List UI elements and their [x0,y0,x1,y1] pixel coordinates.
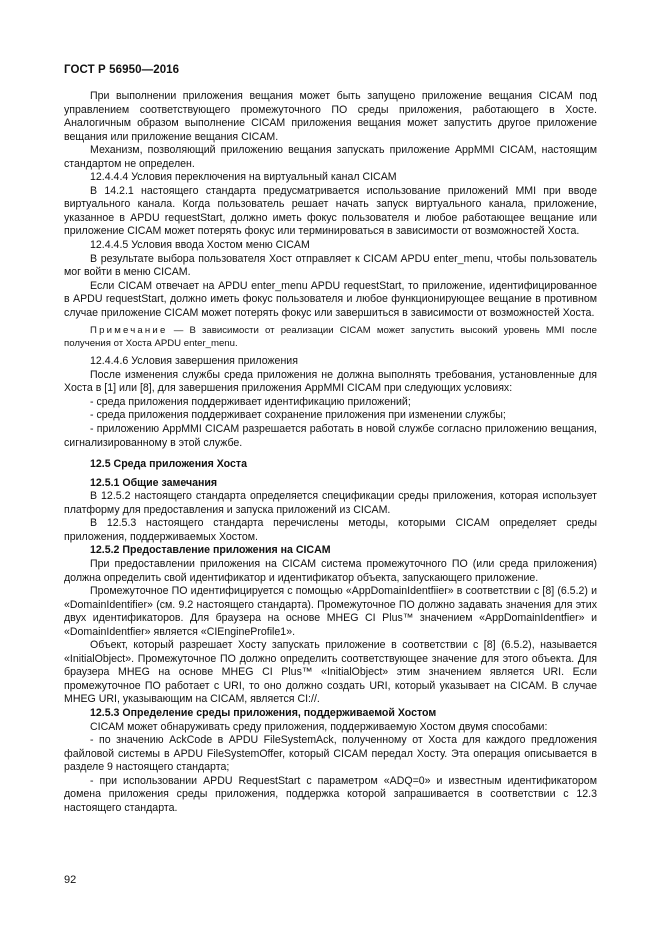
section-heading: 12.4.4.4 Условия переключения на виртуальный канал CICAM [90,171,397,184]
paragraph: В 14.2.1 настоящего стандарта предусматривается использование приложений MMI при вводе виртуального канала. Когда пользователь решает начать запуск виртуального канала, приложение, указанное в APDU requestStart, должно иметь фокус пользователя и любое работающее вещание или приложение CICAM может потерять фокус или терминироваться в зависимости от возможностей Хоста. [64,184,597,238]
paragraph: В 12.5.3 настоящего стандарта перечислены методы, которыми CICAM определяет среды приложения, поддерживаемых Хостом. [64,517,597,543]
document-body [64,90,597,815]
section-heading: 12.4.4.5 Условия ввода Хостом меню CICAM [90,239,310,252]
list-item: - приложению AppMMI CICAM разрешается работать в новой службе согласно приложению вещания, сигнализированному в этой службе. [64,423,597,449]
paragraph: При выполнении приложения вещания может быть запущено приложение вещания CICAM под управлением соответствующего промежуточного ПО среды приложения, работающего в Хосте. Аналогичным образом выполнение CICAM приложения вещания может запустить другое приложение вещания или приложение вещания CICAM. [64,90,597,143]
paragraph: После изменения службы среда приложения не должна выполнять требования, установленные для Хоста в [1] или [8], для завершения приложения AppMMI CICAM при следующих условиях: [64,368,597,395]
list-item: - среда приложения поддерживает сохранение приложения при изменении службы; [90,409,506,422]
section-heading-bold: 12.5 Среда приложения Хоста [90,458,247,471]
list-item: - при использовании APDU RequestStart с параметром «ADQ=0» и известным идентификатором домена приложения среды приложения, поддержка которой запрашивается в соответствии с 12.3 настоящего стандарта. [64,774,597,814]
paragraph: При предоставлении приложения на CICAM система промежуточного ПО (или среда приложения) должна определить свой идентификатор и идентификатор объекта, запускающего приложение. [64,557,597,584]
note [64,325,597,350]
paragraph: CICAM может обнаруживать среду приложения, поддерживаемую Хостом двумя способами: [90,720,548,733]
section-heading-bold: 12.5.2 Предоставление приложения на CICAM [90,544,331,557]
page-number: 92 [64,874,77,886]
paragraph: Если CICAM отвечает на APDU enter_menu APDU requestStart, то приложение, идентифицированное в APDU requestStart, должно иметь фокус пользователя и любое функционирующее вещание в противном случае приложение CICAM может потерять фокус или завершиться в зависимости от возможностей Хоста. [64,279,597,319]
section-heading-bold: 12.5.1 Общие замечания [90,476,218,489]
paragraph: Объект, который разрешает Хосту запускать приложение в соответствии с [8] (6.5.2), называется «InitialObject». Промежуточное ПО должно определить соответствующее значение для этого объекта. Для браузера MHEG на основе MHEG CI Plus™ «InitialObject» этим значением является URI. Если промежуточное ПО работает с URI, то оно должно создать URI, который указывает на CICAM. В случае MHEG URI, указывающим на CICAM, является CI://. [64,639,597,706]
list-item: - среда приложения поддерживает идентификацию приложений; [90,395,411,408]
document-header: ГОСТ Р 56950—2016 [64,64,180,76]
note-label: Примечание [90,325,168,337]
paragraph: В 12.5.2 настоящего стандарта определяется спецификации среды приложения, которая использует платформу для предоставления и запуска приложений из CICAM. [64,490,597,516]
section-heading: 12.4.4.6 Условия завершения приложения [90,355,298,368]
list-item: - по значению AckCode в APDU FileSystemAck, полученному от Хоста для каждого предложения файловой системы в APDU FileSystemOffer, который CICAM передал Хосту. Эта операция описывается в разделе 9 настоящего стандарта; [64,734,597,774]
note-text: — В зависимости от реализации CICAM может запустить высокий уровень MMI после получения от Хоста APDU enter_menu. [64,325,597,349]
paragraph: Промежуточное ПО идентифицируется с помощью «AppDomainIdentfiier» в соответствии с [8] (6.5.2) и «DomainIdentifier» (см. 9.2 настоящего стандарта). Промежуточное ПО должно задавать значения для этих двух идентификаторов. Для браузера на основе MHEG CI Plus™ значением «AppDomainIdentfier» и «DomainIdentfier» является «CIEngineProfile1». [64,585,597,638]
section-heading-bold: 12.5.3 Определение среды приложения, поддерживаемой Хостом [90,706,437,719]
paragraph: Механизм, позволяющий приложению вещания запускать приложение AppMMI CICAM, настоящим стандартом не определен. [64,144,597,170]
paragraph: В результате выбора пользователя Хост отправляет к CICAM APDU enter_menu, чтобы пользователь мог войти в меню CICAM. [64,252,597,279]
